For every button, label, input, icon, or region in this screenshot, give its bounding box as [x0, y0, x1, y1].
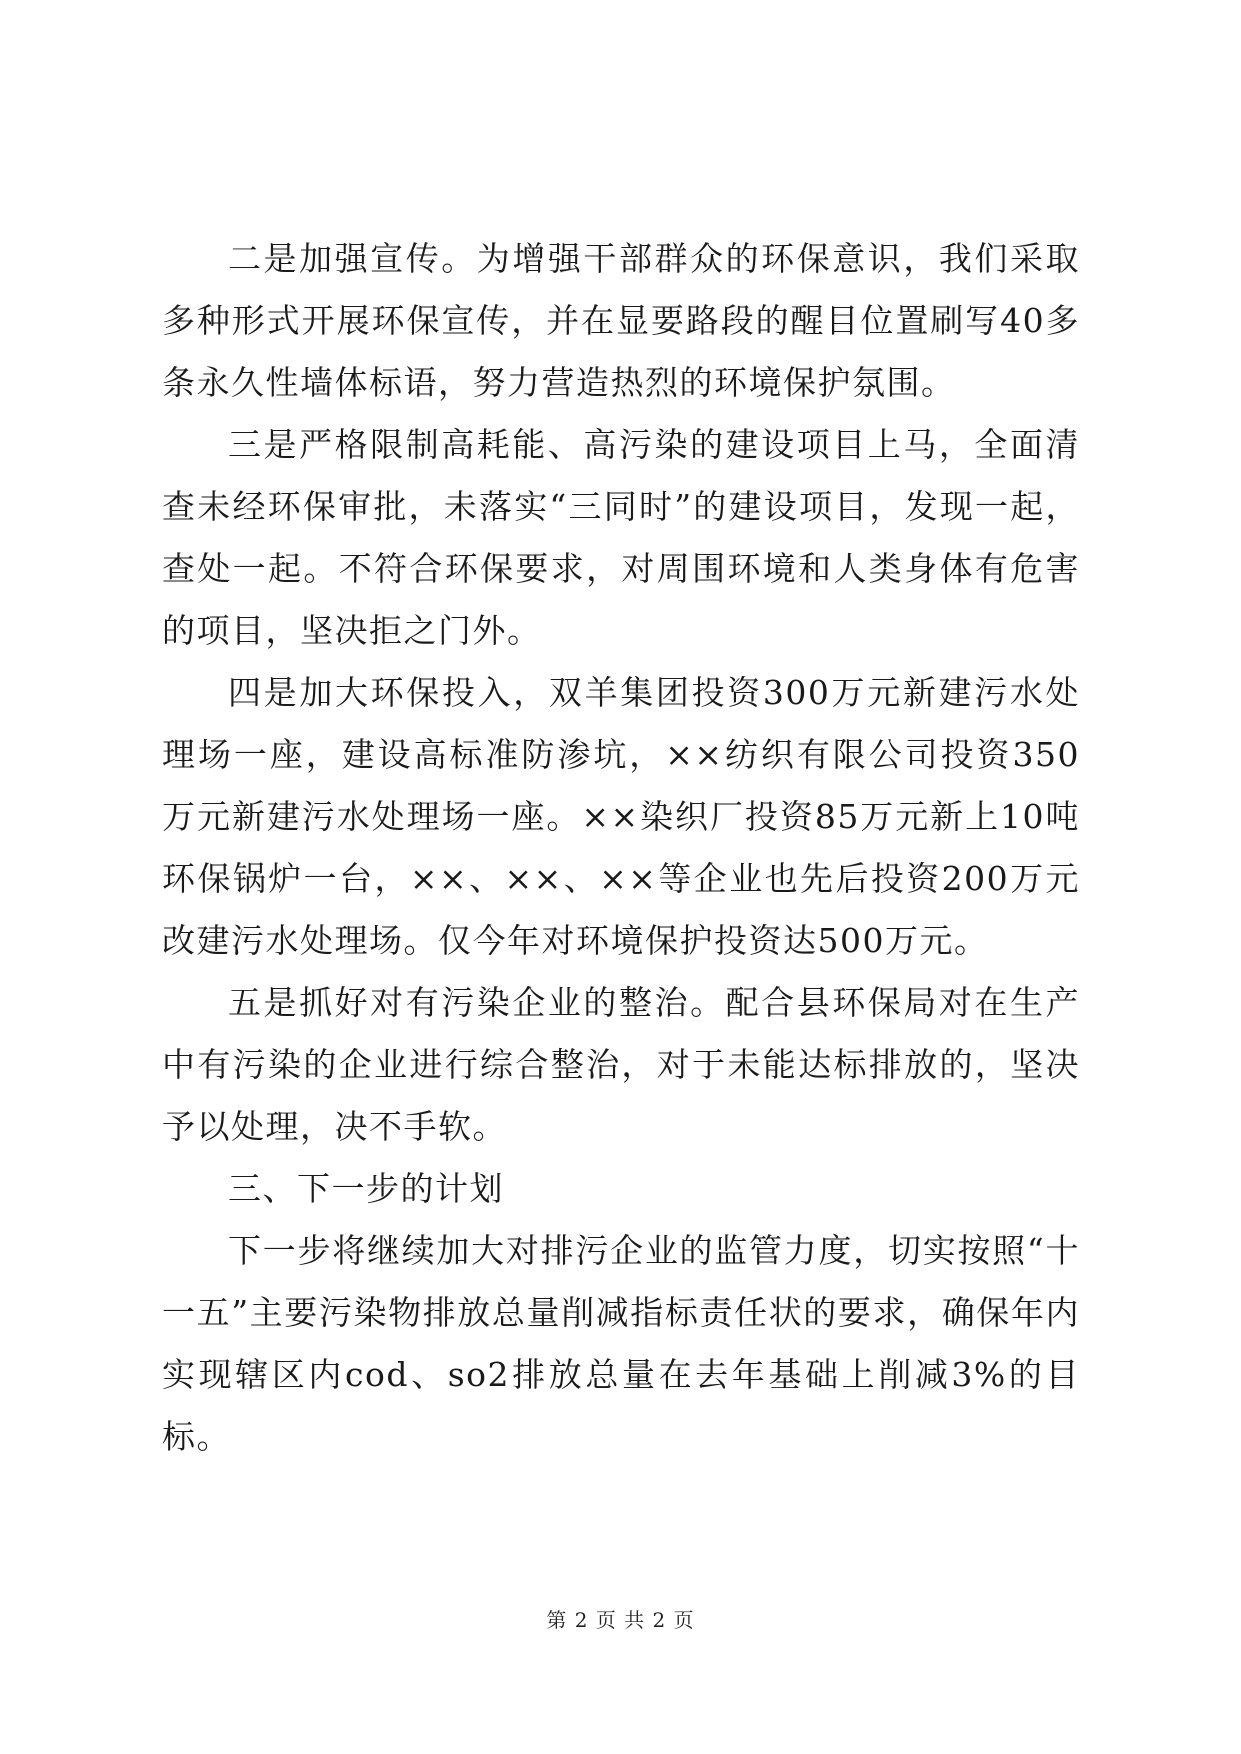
paragraph-publicity: 二是加强宣传。为增强干部群众的环保意识，我们采取多种形式开展环保宣传，并在显要路段的醒目位置刷写40多条永久性墙体标语，努力营造热烈的环境保护氛围。 — [162, 239, 1080, 402]
section-heading-next-plan: 三、下一步的计划 — [228, 1169, 504, 1208]
paragraph-project-restriction: 三是严格限制高耗能、高污染的建设项目上马，全面清查未经环保审批，未落实“三同时”的建设项目，发现一起，查处一起。不符合环保要求，对周围环境和人类身体有危害的项目，坚决拒之门外。 — [162, 425, 1080, 650]
document-body — [162, 228, 1080, 1468]
page-number-footer: 第 2 页 共 2 页 — [546, 1608, 695, 1632]
paragraph-rectification: 五是抓好对有污染企业的整治。配合县环保局对在生产中有污染的企业进行综合整治，对于未能达标排放的，坚决予以处理，决不手软。 — [162, 983, 1080, 1146]
paragraph-next-plan: 下一步将继续加大对排污企业的监管力度，切实按照“十一五”主要污染物排放总量削减指标责任状的要求，确保年内实现辖区内cod、so2排放总量在去年基础上削减3%的目标。 — [162, 1231, 1080, 1456]
paragraph-investment: 四是加大环保投入，双羊集团投资300万元新建污水处理场一座，建设高标准防渗坑，××纺织有限公司投资350万元新建污水处理场一座。××染织厂投资85万元新上10吨环保锅炉一台，××、××、××等企业也先后投资200万元改建污水处理场。仅今年对环境保护投资达500万元。 — [162, 673, 1080, 960]
